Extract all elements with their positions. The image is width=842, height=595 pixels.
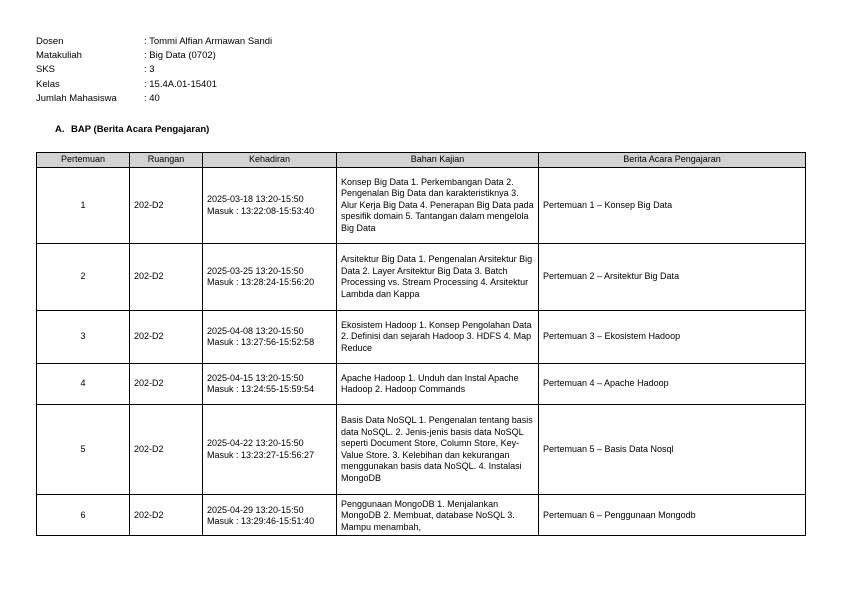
cell-kehadiran: 2025-03-18 13:20-15:50 Masuk : 13:22:08-15:53:40 (203, 168, 337, 244)
cell-berita-acara: Pertemuan 4 – Apache Hadoop (539, 364, 806, 405)
sks-value: : 3 (144, 64, 155, 76)
cell-pertemuan: 6 (37, 495, 130, 536)
header-bahan-kajian: Bahan Kajian (337, 153, 539, 168)
cell-ruangan: 202-D2 (130, 364, 203, 405)
cell-bahan-kajian: Ekosistem Hadoop 1. Konsep Pengolahan Data 2. Definisi dan sejarah Hadoop 3. HDFS 4. Map Reduce (337, 311, 539, 364)
cell-ruangan: 202-D2 (130, 405, 203, 495)
table-row (37, 495, 806, 536)
header-ruangan: Ruangan (130, 153, 203, 168)
cell-bahan-kajian: Apache Hadoop 1. Unduh dan Instal Apache Hadoop 2. Hadoop Commands (337, 364, 539, 405)
kelas-value: : 15.4A.01-15401 (144, 78, 217, 90)
table-row (37, 405, 806, 495)
cell-kehadiran: 2025-04-22 13:20-15:50 Masuk : 13:23:27-15:56:27 (203, 405, 337, 495)
table-row (37, 244, 806, 311)
table-row (37, 364, 806, 405)
cell-bahan-kajian: Penggunaan MongoDB 1. Menjalankan MongoDB 2. Membuat, database NoSQL 3. Mampu menambah, (337, 495, 539, 536)
cell-bahan-kajian: Konsep Big Data 1. Perkembangan Data 2. Pengenalan Big Data dan karakteristiknya 3. Alur Kerja Big Data 4. Penerapan Big Data pada spesifik domain 5. Tantangan dalam mengelola Big Data (337, 168, 539, 244)
info-row-dosen (36, 35, 272, 49)
info-row-matakuliah (36, 49, 272, 63)
cell-kehadiran: 2025-04-15 13:20-15:50 Masuk : 13:24:55-15:59:54 (203, 364, 337, 405)
info-row-jumlah (36, 92, 272, 106)
cell-berita-acara: Pertemuan 2 – Arsitektur Big Data (539, 244, 806, 311)
cell-pertemuan: 3 (37, 311, 130, 364)
matakuliah-value: : Big Data (0702) (144, 50, 216, 62)
section-title: BAP (Berita Acara Pengajaran) (71, 124, 210, 135)
cell-pertemuan: 4 (37, 364, 130, 405)
table-row (37, 168, 806, 244)
dosen-value: : Tommi Alfian Armawan Sandi (144, 36, 273, 47)
cell-pertemuan: 2 (37, 244, 130, 311)
cell-berita-acara: Pertemuan 1 – Konsep Big Data (539, 168, 806, 244)
header-pertemuan: Pertemuan (37, 153, 130, 168)
info-row-sks (36, 63, 272, 77)
matakuliah-label: Matakuliah (36, 50, 82, 62)
cell-kehadiran: 2025-04-29 13:20-15:50 Masuk : 13:29:46-15:51:40 (203, 495, 337, 536)
cell-berita-acara: Pertemuan 5 – Basis Data Nosql (539, 405, 806, 495)
info-row-kelas (36, 78, 272, 92)
course-info (36, 35, 272, 106)
cell-ruangan: 202-D2 (130, 168, 203, 244)
bap-table (36, 152, 806, 536)
cell-ruangan: 202-D2 (130, 495, 203, 536)
cell-berita-acara: Pertemuan 3 – Ekosistem Hadoop (539, 311, 806, 364)
table-header-row (37, 153, 806, 168)
header-berita-acara: Berita Acara Pengajaran (539, 153, 806, 168)
cell-kehadiran: 2025-03-25 13:20-15:50 Masuk : 13:28:24-15:56:20 (203, 244, 337, 311)
cell-kehadiran: 2025-04-08 13:20-15:50 Masuk : 13:27:56-15:52:58 (203, 311, 337, 364)
kelas-label: Kelas (36, 78, 60, 90)
header-kehadiran: Kehadiran (203, 153, 337, 168)
section-number: A. (55, 124, 65, 135)
jumlah-value: : 40 (144, 92, 160, 104)
table-row (37, 311, 806, 364)
cell-ruangan: 202-D2 (130, 244, 203, 311)
cell-pertemuan: 5 (37, 405, 130, 495)
jumlah-label: Jumlah Mahasiswa (36, 92, 117, 104)
dosen-label: Dosen (36, 36, 64, 47)
cell-bahan-kajian: Basis Data NoSQL 1. Pengenalan tentang basis data NoSQL. 2. Jenis-jenis basis data NoSQL seperti Document Store, Column Store, Key-Value Store. 3. Kelebihan dan kekurangan menggunakan basis data NoSQL. 4. Instalasi MongoDB (337, 405, 539, 495)
section-heading (55, 124, 209, 135)
sks-label: SKS (36, 64, 56, 76)
cell-ruangan: 202-D2 (130, 311, 203, 364)
cell-berita-acara: Pertemuan 6 – Penggunaan Mongodb (539, 495, 806, 536)
cell-pertemuan: 1 (37, 168, 130, 244)
cell-bahan-kajian: Arsitektur Big Data 1. Pengenalan Arsitektur Big Data 2. Layer Arsitektur Big Data 3. Batch Processing vs. Stream Processing 4. Arsitektur Lambda dan Kappa (337, 244, 539, 311)
